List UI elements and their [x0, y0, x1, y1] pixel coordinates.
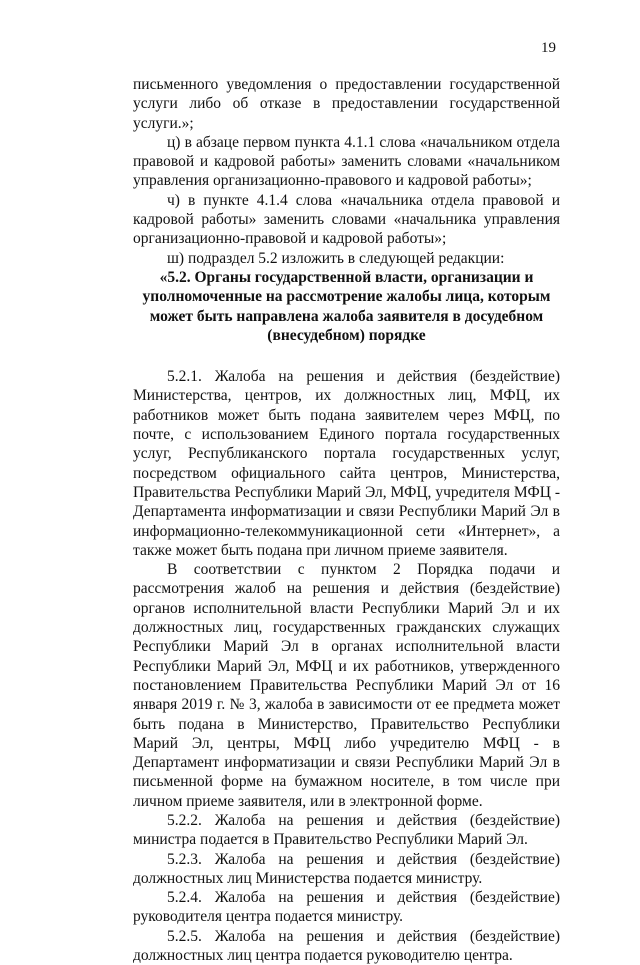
- section-heading-5-2: «5.2. Органы государственной власти, организации и уполномоченные на рассмотрение жалобы лица, которым может быть направлена жалоба заявителя в досудебном (внесудебном) порядке: [142, 268, 551, 344]
- paragraph-5-2-1: 5.2.1. Жалоба на решения и действия (бездействие) Министерства, центров, их должностных лиц, МФЦ, их работников может быть подана заявителем через МФЦ, по почте, с использованием Единого портала государственных услуг, Республиканского портала государственных услуг, посредством официального сайта центров, Министерства, Правительства Республики Марий Эл, МФЦ, учредителя МФЦ - Департамента информатизации и связи Республики Марий Эл в информационно-телекоммуникационной сети «Интернет», а также может быть подана при личном приеме заявителя.: [133, 368, 560, 559]
- paragraph-notification-ending: письменного уведомления о предоставлении государственной услуги либо об отказе в предоставлении государственной услуги.»;: [133, 76, 560, 132]
- paragraph-complaint-procedure: В соответствии с пунктом 2 Порядка подачи и рассмотрения жалоб на решения и действия (бездействие) органов исполнительной власти Республики Марий Эл и их должностных лиц, государственных гражданских служащих Республики Марий Эл в органах исполнительной власти Республики Марий Эл, МФЦ и их работников, утвержденного постановлением Правительства Республики Марий Эл от 16 января 2019 г. № 3, жалоба в зависимости от ее предмета может быть подана в Министерство, Правительство Республики Марий Эл, центры, МФЦ либо учредителю МФЦ - в Департамент информатизации и связи Республики Марий Эл в письменной форме на бумажном носителе, в том числе при личном приеме заявителя, или в электронной форме.: [133, 561, 560, 810]
- paragraph-item-sh: ш) подраздел 5.2 изложить в следующей редакции:: [167, 249, 505, 267]
- page-number: 19: [541, 40, 556, 56]
- paragraph-5-2-2: 5.2.2. Жалоба на решения и действия (бездействие) министра подается в Правительство Республики Марий Эл.: [133, 811, 560, 849]
- paragraph-5-2-3: 5.2.3. Жалоба на решения и действия (бездействие) должностных лиц Министерства подается министру.: [133, 850, 560, 887]
- paragraph-item-ch: ч) в пункте 4.1.4 слова «начальника отдела правовой и кадровой работы» заменить словами «начальника управления организационно-правовой и кадровой работы»;: [133, 191, 560, 248]
- paragraph-5-2-5: 5.2.5. Жалоба на решения и действия (бездействие) должностных лиц центра подается руководителю центра.: [133, 927, 560, 965]
- paragraph-item-ts: ц) в абзаце первом пункта 4.1.1 слова «начальником отдела правовой и кадровой работы» заменить словами «начальником управления организационно-правового и кадровой работы»;: [133, 133, 560, 190]
- document-body: [133, 75, 560, 965]
- paragraph-5-2-4: 5.2.4. Жалоба на решения и действия (бездействие) руководителя центра подается министру.: [133, 889, 560, 926]
